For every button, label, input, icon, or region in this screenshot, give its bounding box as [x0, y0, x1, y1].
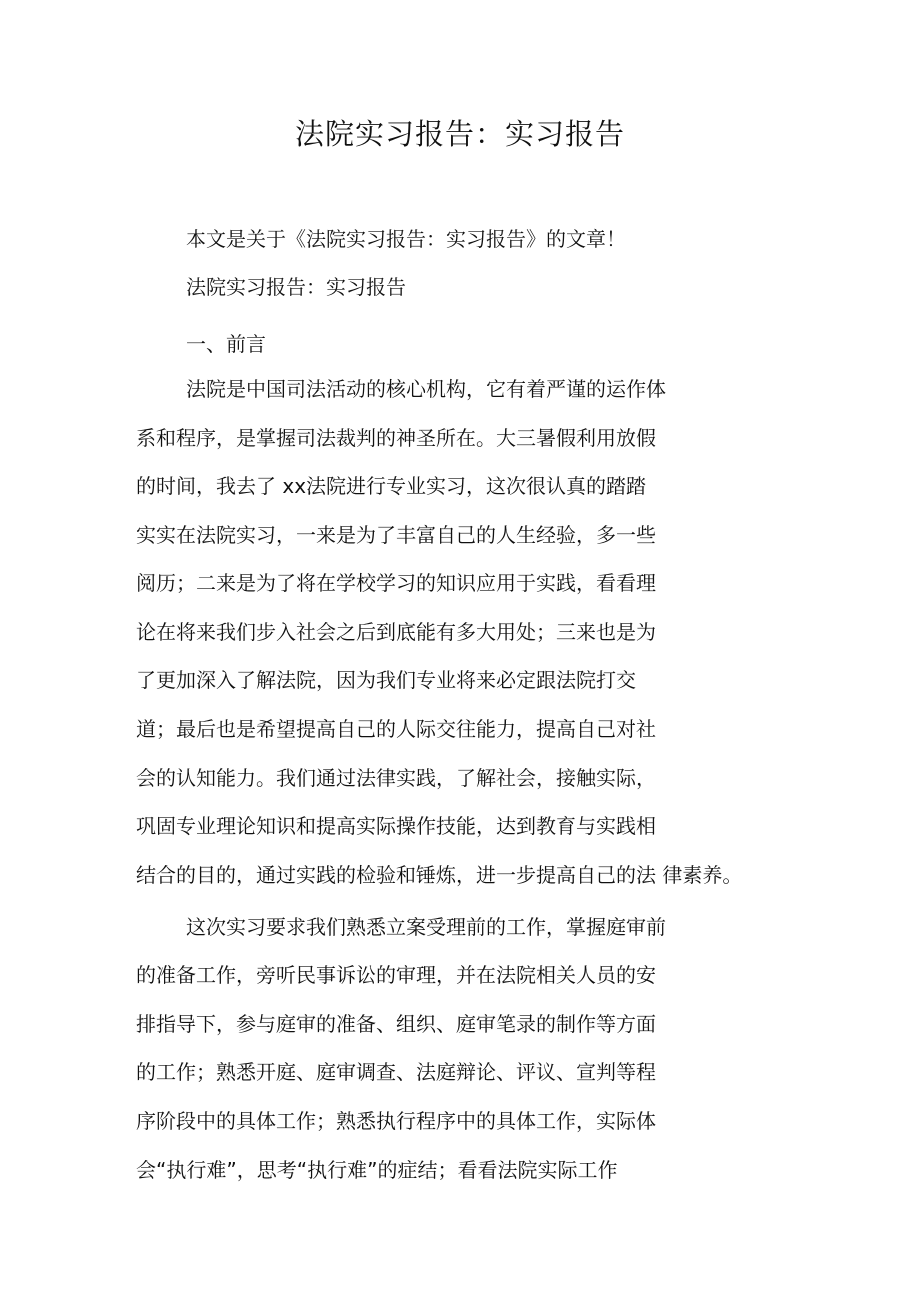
paragraph-line: 巩固专业理论知识和提高实际操作技能，达到教育与实践相: [136, 814, 656, 838]
paragraph-line: 的时间，我去了 xx法院进行专业实习，这次很认真的踏踏: [136, 474, 647, 498]
paragraph-line: 系和程序，是掌握司法裁判的神圣所在。大三暑假利用放假: [136, 426, 656, 450]
paragraph-line: 会“执行难”，思考“执行难”的症结；看看法院实际工作: [136, 1158, 618, 1182]
paragraph-line: 的准备工作，旁听民事诉讼的审理，并在法院相关人员的安: [136, 963, 656, 987]
intro-line: 本文是关于《法院实习报告：实习报告》的文章！: [186, 227, 626, 251]
paragraph-line: 结合的目的，通过实践的检验和锤炼，进一步提高自己的法 律素养。: [136, 863, 743, 887]
paragraph-line: 法院是中国司法活动的核心机构，它有着严谨的运作体: [186, 377, 666, 401]
paragraph-line: 了更加深入了解法院，因为我们专业将来必定跟法院打交: [136, 668, 636, 692]
paragraph-line: 实实在法院实习，一来是为了丰富自己的人生经验，多一些: [136, 523, 656, 547]
paragraph-line: 论在将来我们步入社会之后到底能有多大用处；三来也是为: [136, 620, 656, 644]
paragraph-line: 这次实习要求我们熟悉立案受理前的工作，掌握庭审前: [186, 915, 666, 939]
paragraph-line: 道；最后也是希望提高自己的人际交往能力，提高自己对社: [136, 717, 656, 741]
paragraph-line: 排指导下，参与庭审的准备、组织、庭审笔录的制作等方面: [136, 1012, 656, 1036]
subtitle-line: 法院实习报告：实习报告: [186, 275, 406, 299]
document-title: 法院实习报告：实习报告: [294, 117, 625, 151]
paragraph-line: 的工作；熟悉开庭、庭审调查、法庭辩论、评议、宣判等程: [136, 1060, 656, 1084]
section-heading: 一、前言: [186, 332, 266, 356]
paragraph-line: 序阶段中的具体工作；熟悉执行程序中的具体工作，实际体: [136, 1109, 656, 1133]
paragraph-line: 会的认知能力。我们通过法律实践，了解社会，接触实际，: [136, 766, 656, 790]
paragraph-line: 阅历；二来是为了将在学校学习的知识应用于实践，看看理: [136, 571, 656, 595]
